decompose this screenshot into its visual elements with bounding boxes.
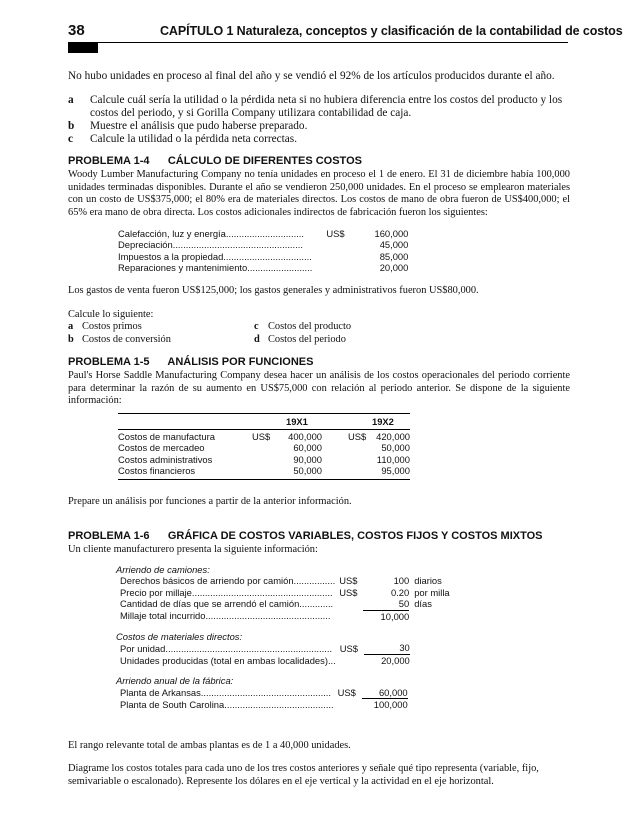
currency (252, 454, 278, 465)
item-text: Costos de conversión (82, 333, 171, 345)
problem-1-4-after: Los gastos de venta fueron US$125,000; los gastos generales y administrativos fueron US$80,000. (68, 285, 479, 296)
currency: US$ (339, 586, 358, 598)
item-key: a (68, 94, 74, 106)
row-label: Por unidad (120, 642, 166, 654)
item-key: b (68, 333, 74, 345)
group-title: Costos de materiales directos: (116, 631, 243, 643)
problem-1-6-instructions: Diagrame los costos totales para cada uno de los tres costos anteriores y señale qué tipo representa (variable, fijo, semivariable o escalonado). Represente los dólares en el eje vertical y la actividad en el eje horizontal. (68, 763, 539, 787)
row-label: Calefacción, luz y energía (118, 228, 226, 239)
row-value: 20,000 (381, 654, 410, 666)
intro-text: No hubo unidades en proceso al final del año y se vendió el 92% de los artículos producidos durante el año. (68, 70, 555, 82)
row-value: 100 (393, 575, 410, 587)
row-value: 50 (363, 598, 409, 610)
row-unit (410, 654, 415, 666)
item-key: d (254, 333, 260, 345)
row-label: Costos de manufactura (118, 431, 215, 442)
row-label: Impuestos a la propiedad (118, 250, 224, 262)
item-text: Calcule cuál sería la utilidad o la pérdida neta si no hubiera diferencia entre los costos del producto y los costos del periodo, y si Gorilla Company utilizara contabilidad de caja. (90, 94, 563, 119)
problem-1-4-body: Woody Lumber Manufacturing Company no tenía unidades en proceso el 1 de enero. El 31 de diciembre había 100,000 unidades terminadas disponibles. Durante el año se vendieron 250,000 unidades. En el proceso se emplearon materiales con un costo de US$375,000; el 80% era de materiales directos. Los costos de mano de obra fueron de US$400,000; el 65% era mano de obra directa. Los costos adicionales indirectos de fabricación fueron los siguientes: (68, 169, 570, 218)
list-item (254, 321, 454, 334)
list-item (68, 133, 568, 146)
header-rule (68, 42, 568, 43)
value-19x2: 110,000 (376, 453, 410, 465)
problem-1-5-heading: PROBLEMA 1-5 ANÁLISIS POR FUNCIONES (68, 356, 314, 368)
problem-1-4-heading: PROBLEMA 1-4 CÁLCULO DE DIFERENTES COSTOS (68, 155, 362, 167)
spacer (116, 622, 450, 631)
value-19x2: 50,000 (381, 442, 410, 454)
item-text: Muestre el análisis que pudo haberse preparado. (90, 120, 308, 132)
table-row (118, 228, 408, 239)
spacer (116, 666, 450, 675)
table-header-rule (118, 429, 410, 430)
row-label: Precio por millaje (120, 586, 192, 598)
table-row (116, 642, 415, 654)
currency: US$ (339, 642, 359, 654)
value-19x2: 420,000 (376, 431, 410, 442)
row-label: Millaje total incurrido (120, 610, 206, 622)
overhead-table (118, 228, 408, 274)
table-row (118, 454, 410, 465)
row-label: Costos financieros (118, 465, 196, 477)
row-label: Cantidad de días que se arrendó el camión (120, 598, 300, 610)
item-text: Costos del producto (268, 321, 352, 332)
list-item (68, 334, 268, 347)
currency (252, 442, 278, 453)
value-19x1: 90,000 (293, 453, 322, 465)
row-unit (409, 610, 449, 622)
list-item (254, 334, 454, 347)
row-value: 100,000 (373, 699, 408, 711)
page-number: 38 (68, 22, 85, 39)
leader-dots: .................................................. (172, 239, 303, 251)
leader-dots: ... (327, 654, 336, 666)
row-label: Depreciación (118, 239, 173, 251)
problem-1-6-heading: PROBLEMA 1-6 GRÁFICA DE COSTOS VARIABLES, COSTOS FIJOS Y COSTOS MIXTOS (68, 530, 543, 542)
cost-data-groups (116, 564, 450, 710)
functional-costs-table (118, 431, 410, 477)
item-key: c (254, 321, 259, 332)
currency (252, 465, 278, 476)
problem-1-5-after: Prepare un análisis por funciones a partir de la anterior información. (68, 496, 352, 507)
table-row (118, 262, 408, 273)
row-label: Planta de South Carolina (120, 698, 225, 710)
row-value: 0.20 (390, 586, 410, 598)
row-label: Costos administrativos (118, 453, 213, 465)
row-unit (408, 687, 413, 699)
currency: US$ (326, 228, 345, 239)
item-text: Calcule la utilidad o la pérdida neta correctas. (90, 133, 298, 145)
group-table (116, 687, 413, 711)
col-header-19x2: 19X2 (372, 416, 394, 427)
header-block (68, 43, 98, 53)
table-row (116, 575, 450, 586)
currency (336, 654, 364, 666)
list-item (68, 120, 568, 133)
row-value: 85,000 (379, 250, 409, 262)
table-row (118, 465, 410, 476)
leader-dots: .................................................. (200, 686, 332, 698)
problem-1-6-body: Un cliente manufacturero presenta la siguiente información: (68, 544, 318, 555)
row-label: Costos de mercadeo (118, 442, 205, 454)
row-value: 45,000 (379, 239, 409, 251)
problem-1-6-range: El rango relevante total de ambas plantas es de 1 a 40,000 unidades. (68, 740, 351, 751)
calc-list-right (254, 321, 454, 346)
table-top-rule (118, 413, 410, 414)
table-row (118, 442, 410, 453)
table-row (116, 587, 450, 598)
value-19x2: 95,000 (381, 465, 410, 477)
item-key: c (68, 133, 74, 145)
leader-dots: ................ (293, 575, 336, 587)
row-value: 60,000 (362, 687, 408, 699)
item-text: Costos primos (82, 321, 142, 332)
currency (312, 251, 364, 262)
currency (334, 699, 362, 711)
value-19x1: 400,000 (288, 431, 322, 442)
chapter-title: CAPÍTULO 1 Naturaleza, conceptos y clasificación de la contabilidad de costos (160, 24, 623, 38)
table-row (116, 598, 450, 610)
leader-dots: .............................. (225, 228, 305, 239)
calc-list-left (68, 321, 268, 346)
leader-dots: ......................... (247, 262, 313, 274)
leader-dots: ................................................................ (165, 642, 333, 654)
currency (312, 262, 364, 273)
currency (335, 598, 363, 610)
row-value: 20,000 (379, 262, 409, 274)
group-title: Arriendo anual de la fábrica: (116, 675, 234, 687)
table-row (116, 654, 415, 666)
table-row (118, 251, 408, 262)
row-label: Derechos básicos de arriendo por camión (120, 575, 294, 587)
row-unit (408, 699, 413, 711)
currency (322, 442, 372, 453)
row-unit (410, 642, 415, 654)
leader-dots: .................................. (223, 250, 312, 262)
currency: US$ (337, 686, 356, 698)
leader-dots: ...................................................... (191, 586, 333, 598)
currency (322, 465, 372, 476)
group-table (116, 575, 450, 622)
row-label: Planta de Arkansas (120, 686, 201, 698)
group-title: Arriendo de camiones: (116, 564, 210, 575)
item-key: b (68, 120, 75, 132)
row-label: Unidades producidas (total en ambas localidades) (120, 654, 328, 666)
leader-dots: .......................................... (224, 698, 334, 710)
problem-1-5-body: Paul's Horse Saddle Manufacturing Company desea hacer un análisis de los costos operacionales del periodo corriente para determinar la razón de su aumento en US$75,000 con relación al periodo anterior. Se dispone de la siguiente información: (68, 370, 570, 407)
value-19x1: 60,000 (293, 442, 322, 454)
leader-dots: ................................................ (205, 610, 331, 622)
item-key: a (68, 321, 74, 332)
group-table (116, 642, 415, 666)
row-unit: diarios (414, 575, 442, 587)
calc-intro: Calcule lo siguiente: (68, 309, 154, 320)
row-label: Reparaciones y mantenimiento (118, 262, 248, 274)
leader-dots: ............. (299, 598, 334, 610)
row-unit: por milla (414, 586, 450, 598)
currency (322, 454, 372, 465)
value-19x1: 50,000 (293, 465, 322, 477)
table-bottom-rule (118, 479, 410, 480)
currency: US$ (252, 431, 271, 442)
table-row (118, 431, 410, 442)
table-row (116, 687, 413, 699)
list-item (68, 321, 268, 334)
col-header-19x1: 19X1 (286, 416, 308, 427)
intro-list (68, 94, 568, 146)
table-row (118, 239, 408, 250)
row-unit: días (414, 598, 432, 610)
item-text: Costos del periodo (268, 333, 346, 345)
currency (335, 610, 363, 622)
row-value: 160,000 (374, 228, 409, 239)
list-item (68, 94, 568, 120)
currency: US$ (339, 575, 358, 587)
table-row (116, 699, 413, 711)
row-value: 30 (364, 642, 410, 654)
table-row (116, 610, 450, 622)
currency (312, 239, 364, 250)
row-value: 10,000 (380, 610, 410, 622)
currency: US$ (348, 431, 367, 442)
